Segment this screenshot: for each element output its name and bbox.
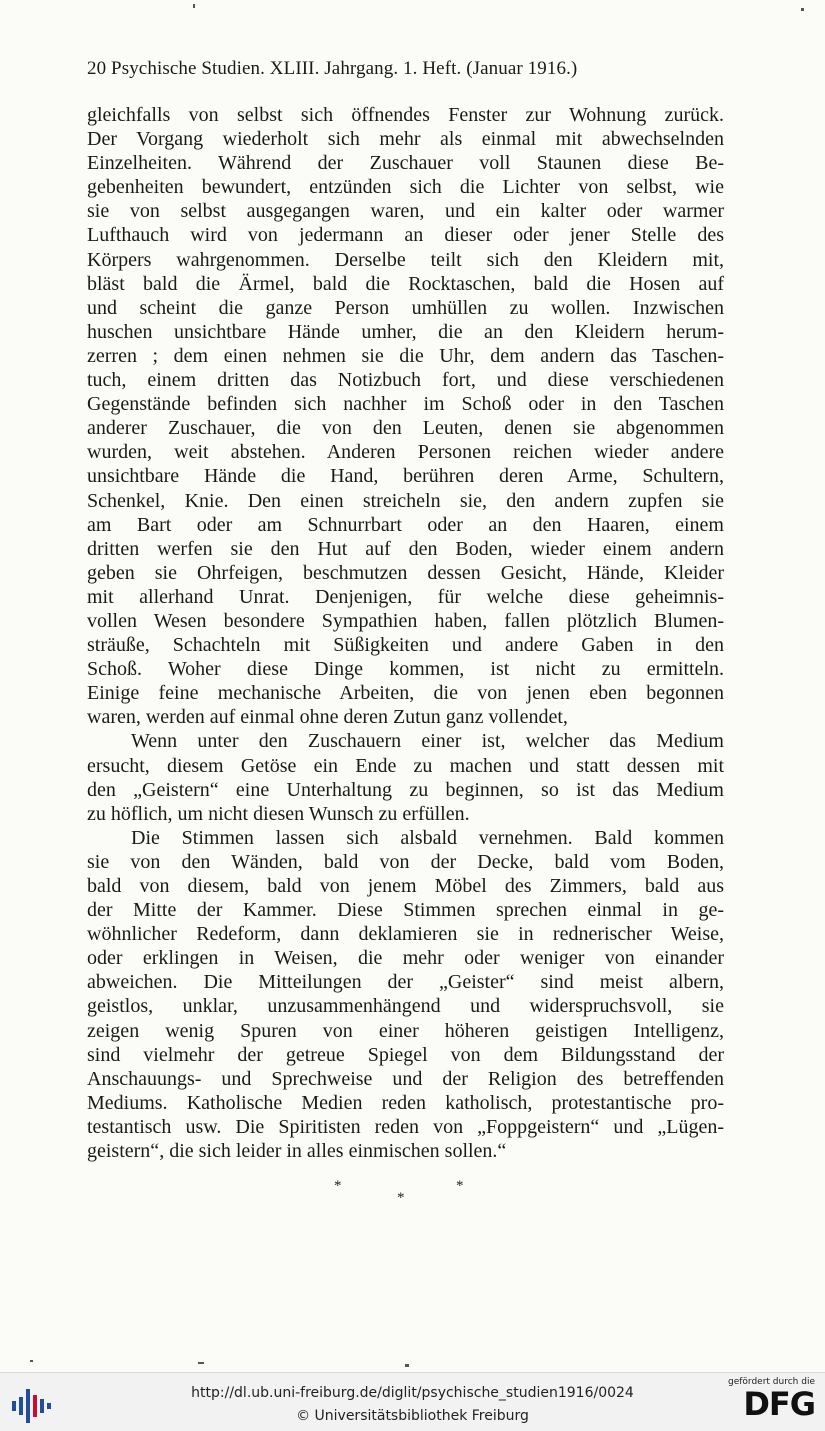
copyright-notice: © Universitätsbibliothek Freiburg	[296, 1408, 529, 1424]
scan-speck	[198, 1362, 204, 1364]
text-line: Schenkel, Knie. Den einen streicheln sie, den andern zupfen sie	[87, 489, 724, 512]
scan-speck	[801, 8, 804, 11]
text-line: tuch, einem dritten das Notizbuch fort, und diese verschiedenen	[87, 369, 724, 392]
scan-speck	[193, 4, 195, 8]
text-line: Einzelheiten. Während der Zuschauer voll Staunen diese Be-	[87, 152, 724, 175]
separator-asterisk: *	[334, 1178, 342, 1194]
text-line: Der Vorgang wiederholt sich mehr als einmal mit abwechselnden	[87, 128, 724, 151]
text-line: waren, werden auf einmal ohne deren Zutun ganz vollendet,	[87, 706, 568, 729]
text-line: oder erklingen in Weisen, die mehr oder weniger von einander	[87, 947, 724, 970]
text-line: sind vielmehr der getreue Spiegel von dem Bildungsstand der	[87, 1043, 724, 1066]
text-line: sie von selbst ausgegangen waren, und ein kalter oder warmer	[87, 200, 724, 223]
text-line: vollen Wesen besondere Sympathien haben, fallen plötzlich Blumen-	[87, 609, 724, 632]
text-line: geben sie Ohrfeigen, beschmutzen dessen Gesicht, Hände, Kleider	[87, 561, 724, 584]
text-line: Anschauungs- und Sprechweise und der Religion des betreffenden	[87, 1067, 724, 1090]
text-line: und scheint die ganze Person umhüllen zu wollen. Inzwischen	[87, 296, 724, 319]
text-line: ersucht, diesem Getöse ein Ende zu machen und statt dessen mit	[87, 754, 724, 777]
running-header: 20 Psychische Studien. XLIII. Jahrgang. 1. Heft. (Januar 1916.)	[87, 58, 578, 79]
text-line: bald von diesem, bald von jenem Möbel des Zimmers, bald aus	[87, 875, 724, 897]
text-line: unsichtbare Hände die Hand, berühren deren Arme, Schultern,	[87, 465, 724, 488]
scan-speck	[30, 1360, 33, 1362]
text-line: Schoß. Woher diese Dinge kommen, ist nicht zu ermitteln.	[87, 658, 724, 681]
text-line: zu höflich, um nicht diesen Wunsch zu erfüllen.	[87, 802, 470, 825]
text-line: sie von den Wänden, bald von der Decke, bald vom Boden,	[87, 850, 724, 873]
text-line: testantisch usw. Die Spiritisten reden von „Foppgeistern“ und „Lügen-	[87, 1115, 724, 1138]
text-line: geistern“, die sich leider in alles einmischen sollen.“	[87, 1140, 507, 1163]
text-line: huschen unsichtbare Hände umher, die an den Kleidern herum-	[87, 320, 724, 343]
text-line: Körpers wahrgenommen. Derselbe teilt sich den Kleidern mit,	[87, 248, 724, 271]
separator-asterisk: *	[456, 1178, 464, 1194]
dfg-funding-badge	[719, 1377, 815, 1427]
text-line: geistlos, unklar, unzusammenhängend und widerspruchsvoll, sie	[87, 995, 724, 1018]
viewer-footer	[0, 1372, 825, 1431]
text-line: abweichen. Die Mitteilungen der „Geister“ sind meist albern,	[87, 971, 724, 994]
text-line: anderer Zuschauer, die von den Leuten, denen sie abgenommen	[87, 417, 724, 440]
text-line: Mediums. Katholische Medien reden katholisch, protestantische pro-	[87, 1091, 724, 1114]
text-line: Wenn unter den Zuschauern einer ist, welcher das Medium	[131, 730, 724, 753]
text-line: Einige feine mechanische Arbeiten, die von jenen eben begonnen	[87, 682, 724, 705]
text-line: den „Geistern“ eine Unterhaltung zu beginnen, so ist das Medium	[87, 778, 724, 801]
separator-asterisk: *	[397, 1190, 405, 1206]
scan-speck	[405, 1364, 409, 1367]
text-line: gebenheiten bewundert, entzünden sich die Lichter von selbst, wie	[87, 176, 724, 199]
text-line: sträuße, Schachteln mit Süßigkeiten und andere Gaben in den	[87, 634, 724, 657]
text-line: Gegenstände befinden sich nachher im Schoß oder in den Taschen	[87, 393, 724, 416]
text-line: mit allerhand Unrat. Denjenigen, für welche diese geheimnis-	[87, 585, 724, 608]
text-line: am Bart oder am Schnurrbart oder an den Haaren, einem	[87, 513, 724, 536]
text-line: der Mitte der Kammer. Diese Stimmen sprechen einmal in ge-	[87, 899, 724, 922]
dfg-logo: DFG	[743, 1385, 815, 1423]
text-line: gleichfalls von selbst sich öffnendes Fenster zur Wohnung zurück.	[87, 104, 724, 126]
source-url-link[interactable]: http://dl.ub.uni-freiburg.de/diglit/psychische_studien1916/0024	[191, 1385, 634, 1401]
text-line: zerren ; dem einen nehmen sie die Uhr, dem andern das Taschen-	[87, 344, 724, 367]
section-separator	[0, 1178, 825, 1208]
body-text	[87, 103, 724, 1163]
text-line: bläst bald die Ärmel, bald die Rocktaschen, bald die Hosen auf	[87, 272, 724, 295]
dfg-caption: gefördert durch die	[728, 1377, 815, 1387]
text-line: wöhnlicher Redeform, dann deklamieren sie in rednerischer Weise,	[87, 923, 724, 946]
text-line: Lufthauch wird von jedermann an dieser oder jener Stelle des	[87, 224, 724, 247]
text-line: zeigen wenig Spuren von einer höheren geistigen Intelligenz,	[87, 1019, 724, 1042]
text-line: dritten werfen sie den Hut auf den Boden, wieder einem andern	[87, 537, 724, 560]
text-line: wurden, weit abstehen. Anderen Personen reichen wieder andere	[87, 441, 724, 464]
text-line: Die Stimmen lassen sich alsbald vernehmen. Bald kommen	[131, 826, 724, 849]
